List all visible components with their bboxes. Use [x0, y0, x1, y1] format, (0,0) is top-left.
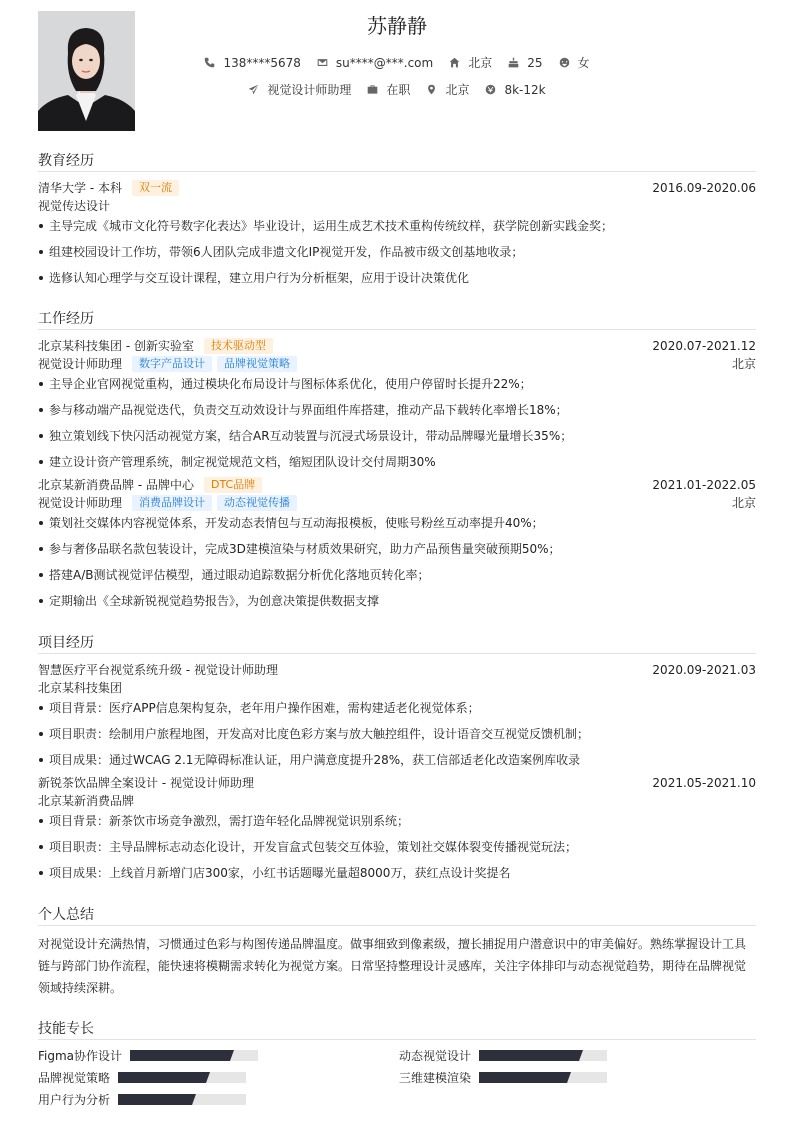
- phone-text: 138****5678: [223, 55, 301, 70]
- skill-name: 品牌视觉策略: [38, 1070, 111, 1085]
- email-text: su****@***.com: [335, 55, 434, 70]
- list-item: 策划社交媒体内容视觉体系，开发动态表情包与互动海报模板，使账号粉丝互动率提升40%；: [38, 514, 756, 532]
- send-icon: [248, 84, 259, 95]
- candidate-name: 苏静静: [367, 14, 427, 38]
- skill-name: Figma协作设计: [38, 1048, 123, 1063]
- age-info: [508, 56, 542, 70]
- skill-bar-fill: [479, 1072, 567, 1083]
- gender-text: 女: [577, 56, 590, 70]
- phone-icon: [204, 57, 215, 68]
- job-status-text: 在职: [386, 83, 411, 97]
- skill-bar: [479, 1072, 607, 1083]
- summary-section: [38, 904, 756, 999]
- project-org: 北京某科技集团: [38, 681, 123, 695]
- summary-line: 领域持续深耕。: [38, 981, 123, 995]
- company-tag: DTC品牌: [204, 477, 262, 493]
- education-bullets: [38, 217, 756, 287]
- work-role: 视觉设计师助理: [38, 496, 123, 510]
- skill-item: [399, 1068, 607, 1086]
- major-name: 视觉传达设计: [38, 199, 111, 213]
- project-org-row: [38, 679, 756, 697]
- list-item: 项目职责：绘制用户旅程地图，开发高对比度色彩方案与放大触控组件，设计语音交互视觉反馈机制；: [38, 725, 756, 743]
- company-name: 北京某科技集团 - 创新实验室: [38, 339, 194, 353]
- list-item: 独立策划线下快闪活动视觉方案，结合AR互动装置与沉浸式场景设计，带动品牌曝光量增长35%；: [38, 427, 756, 445]
- skill-item: [399, 1046, 607, 1064]
- project-header-row: [38, 774, 756, 792]
- project-bullets: [38, 699, 756, 769]
- project-name: 新锐茶饮品牌全案设计 - 视觉设计师助理: [38, 776, 254, 790]
- home-city-info: [449, 54, 492, 71]
- projects-title: 项目经历: [38, 632, 756, 654]
- salary-text: 8k-12k: [504, 82, 546, 97]
- skill-item: [38, 1068, 246, 1086]
- list-item: 建立设计资产管理系统，制定视觉规范文档，缩短团队设计交付周期30%: [38, 453, 756, 471]
- face-icon: [559, 57, 570, 68]
- education-section: [38, 150, 756, 287]
- projects-section: [38, 632, 756, 882]
- skill-bar-fill: [130, 1050, 230, 1061]
- skill-bar: [118, 1072, 246, 1083]
- skill-item: [38, 1090, 246, 1108]
- project-name: 智慧医疗平台视觉系统升级 - 视觉设计师助理: [38, 663, 278, 677]
- skills-section: [38, 1018, 756, 1118]
- money-icon: [485, 84, 496, 95]
- education-title: 教育经历: [38, 150, 756, 172]
- skill-item: [38, 1046, 258, 1064]
- summary-title: 个人总结: [38, 904, 756, 926]
- work-city: 北京: [731, 357, 756, 371]
- summary-line: 链与跨部门协作流程，能快速将模糊需求转化为视觉方案。日常坚持整理设计灵感库，关注字体排印与动态视觉趋势，期待在品牌视觉: [38, 959, 747, 973]
- target-city-text: 北京: [445, 83, 470, 97]
- work-role: 视觉设计师助理: [38, 357, 123, 371]
- phone-info: [204, 56, 300, 70]
- contact-info-row: [0, 54, 794, 71]
- list-item: 主导企业官网视觉重构，通过模块化布局设计与图标体系优化，使用户停留时长提升22%；: [38, 375, 756, 393]
- list-item: 项目成果：上线首月新增门店300家，小红书话题曝光量超8000万，获红点设计奖提名: [38, 864, 756, 882]
- company-tag: 技术驱动型: [204, 338, 273, 354]
- work-role-row: [38, 355, 756, 373]
- job-info-row: [0, 81, 794, 98]
- list-item: 选修认知心理学与交互设计课程，建立用户行为分析框架，应用于设计决策优化: [38, 269, 756, 287]
- work-title: 工作经历: [38, 308, 756, 330]
- job-status-info: [367, 81, 410, 98]
- skill-bar: [118, 1094, 246, 1105]
- home-city-text: 北京: [468, 56, 493, 70]
- project-period: 2021.05-2021.10: [652, 776, 756, 790]
- skill-bar-fill: [479, 1050, 579, 1061]
- list-item: 项目成果：通过WCAG 2.1无障碍标准认证，用户满意度提升28%，获工信部适老化改造案例库收录: [38, 751, 756, 769]
- target-position-text: 视觉设计师助理: [267, 83, 352, 97]
- target-city-info: [426, 81, 469, 98]
- briefcase-icon: [367, 84, 378, 95]
- cake-icon: [508, 57, 519, 68]
- work-bullets: [38, 375, 756, 471]
- list-item: 项目背景：医疗APP信息架构复杂，老年用户操作困难，需构建适老化视觉体系；: [38, 699, 756, 717]
- major-row: [38, 197, 756, 215]
- role-tag: 数字产品设计: [132, 356, 212, 372]
- list-item: 项目职责：主导品牌标志动态化设计，开发盲盒式包装交互体验，策划社交媒体裂变传播视觉玩法；: [38, 838, 756, 856]
- work-period: 2021.01-2022.05: [652, 478, 756, 492]
- location-icon: [426, 84, 437, 95]
- project-org: 北京某新消费品牌: [38, 794, 135, 808]
- list-item: 搭建A/B测试视觉评估模型，通过眼动追踪数据分析优化落地页转化率；: [38, 566, 756, 584]
- project-org-row: [38, 792, 756, 810]
- skill-name: 用户行为分析: [38, 1092, 111, 1107]
- gender-info: [559, 54, 590, 71]
- work-period: 2020.07-2021.12: [652, 339, 756, 353]
- work-section: [38, 308, 756, 610]
- project-header-row: [38, 661, 756, 679]
- summary-text: [38, 933, 756, 999]
- skills-title: 技能专长: [38, 1018, 756, 1040]
- skill-bar-fill: [118, 1072, 206, 1083]
- skill-bar-fill: [118, 1094, 192, 1105]
- education-header-row: [38, 179, 756, 197]
- company-name: 北京某新消费品牌 - 品牌中心: [38, 478, 194, 492]
- list-item: 组建校园设计工作坊，带领6人团队完成非遗文化IP视觉开发，作品被市级文创基地收录；: [38, 243, 756, 261]
- role-tag: 动态视觉传播: [217, 495, 297, 511]
- school-tag: 双一流: [132, 180, 179, 196]
- work-role-row: [38, 494, 756, 512]
- salary-info: [485, 83, 545, 97]
- list-item: 参与奢侈品联名款包装设计，完成3D建模渲染与材质效果研究，助力产品预售量突破预期50%；: [38, 540, 756, 558]
- project-bullets: [38, 812, 756, 882]
- summary-line: 对视觉设计充满热情，习惯通过色彩与构图传递品牌温度。做事细致到像素级，擅长捕捉用户潜意识中的审美偏好。熟练掌握设计工具: [38, 937, 747, 951]
- work-header-row: [38, 476, 756, 494]
- list-item: 定期输出《全球新锐视觉趋势报告》，为创意决策提供数据支撑: [38, 592, 756, 610]
- home-icon: [449, 57, 460, 68]
- age-text: 25: [527, 55, 543, 70]
- role-tag: 品牌视觉策略: [217, 356, 297, 372]
- skill-name: 动态视觉设计: [399, 1048, 472, 1063]
- skill-name: 三维建模渲染: [399, 1070, 472, 1085]
- skill-bar: [479, 1050, 607, 1061]
- project-period: 2020.09-2021.03: [652, 663, 756, 677]
- mail-icon: [317, 57, 328, 68]
- skill-bar: [130, 1050, 258, 1061]
- education-period: 2016.09-2020.06: [652, 181, 756, 195]
- list-item: 主导完成《城市文化符号数字化表达》毕业设计，运用生成艺术技术重构传统纹样，获学院创新实践金奖；: [38, 217, 756, 235]
- work-city: 北京: [731, 496, 756, 510]
- school-name: 清华大学 - 本科: [38, 181, 122, 195]
- email-info: [317, 56, 433, 70]
- work-bullets: [38, 514, 756, 610]
- role-tag: 消费品牌设计: [132, 495, 212, 511]
- list-item: 项目背景：新茶饮市场竞争激烈，需打造年轻化品牌视觉识别系统；: [38, 812, 756, 830]
- work-header-row: [38, 337, 756, 355]
- list-item: 参与移动端产品视觉迭代，负责交互动效设计与界面组件库搭建，推动产品下载转化率增长18%；: [38, 401, 756, 419]
- target-position-info: [248, 81, 351, 98]
